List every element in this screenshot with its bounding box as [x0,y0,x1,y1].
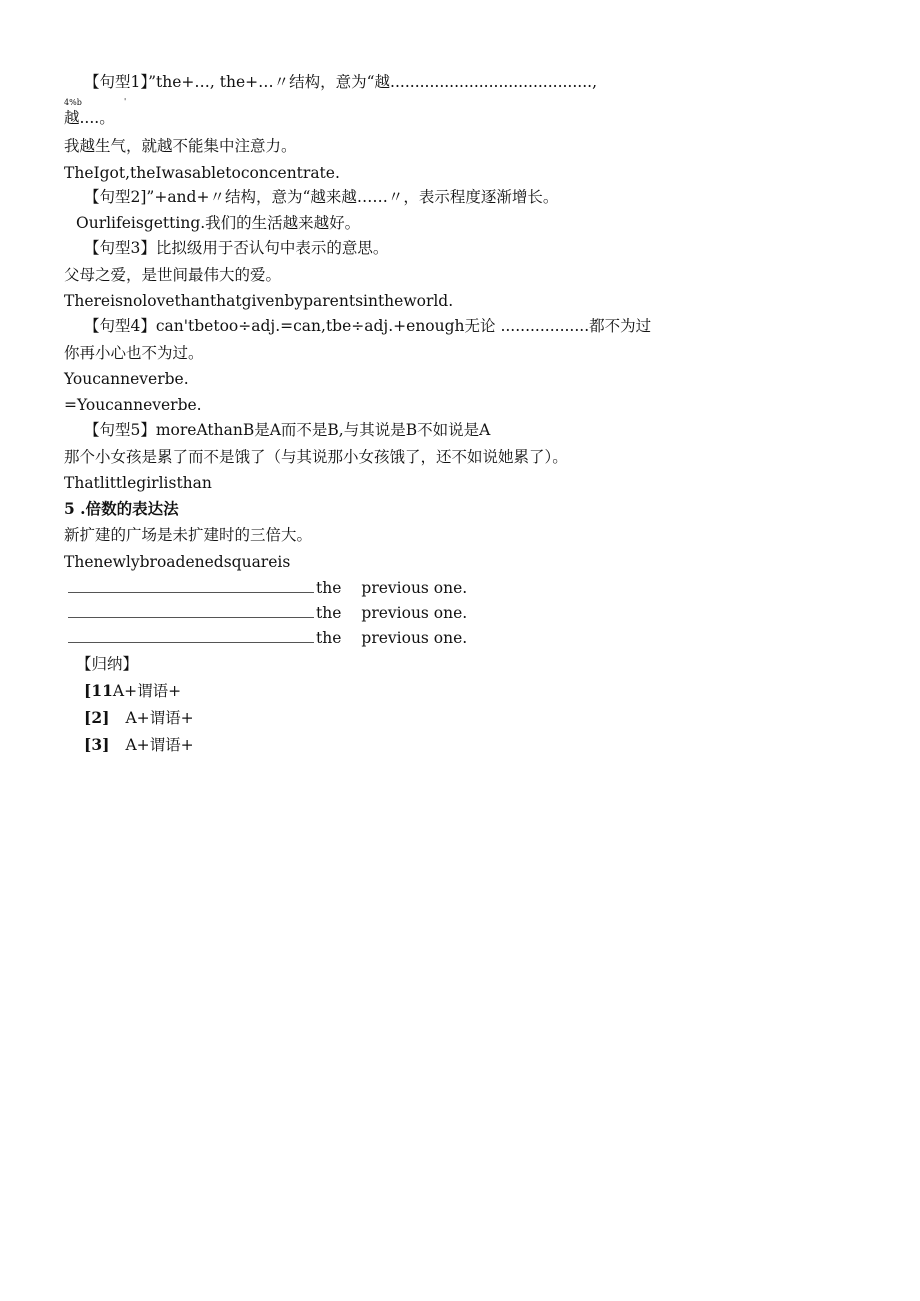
summary-title: 【归纳】 [76,655,139,673]
example-2: Ourlifeisgetting.我们的生活越来越好。 [76,214,361,232]
garbled-mark-2: ' [124,97,127,106]
blank-line-2: the previous one. [68,603,467,623]
summary-item-3: [3] A+谓语+ [84,735,194,754]
example-chinese-1: 我越生气，就越不能集中注意力。 [64,137,297,155]
pattern-4-line: 【句型4】can'tbetoo÷adj.=can,tbe÷adj.+enough无论 ..................都不为过 [84,317,652,335]
blank-line-3: the previous one. [68,628,467,648]
pattern-3-line: 【句型3】比拟级用于否认句中表示的意思。 [84,239,389,257]
answer-blank[interactable] [68,603,314,618]
pattern-1-line: 【句型1】”the+…, the+…〃结构，意为“越........................................., [84,73,597,91]
answer-blank[interactable] [68,578,314,593]
example-english-4a: Youcanneverbe. [64,370,189,388]
example-english-3: Thereisnolovethanthatgivenbyparentsintheworld. [64,292,454,310]
summary-item-2: [2] A+谓语+ [84,708,194,727]
pattern-1-continuation: 越....。 [64,109,115,127]
answer-blank[interactable] [68,628,314,643]
example-chinese-6: 新扩建的广场是未扩建时的三倍大。 [64,526,313,544]
pattern-2-line: 【句型2]”+and+〃结构，意为“越来越……〃，表示程度逐渐增长。 [84,188,559,206]
garbled-mark: 4%b [64,98,82,107]
example-chinese-5: 那个小女孩是累了而不是饿了（与其说那小女孩饿了，还不如说她累了）。 [64,448,568,466]
pattern-5-line: 【句型5】moreAthanB是A而不是B,与其说是B不如说是A [84,421,491,439]
example-chinese-4: 你再小心也不为过。 [64,344,204,362]
example-english-1: TheIgot,theIwasabletoconcentrate. [64,164,340,182]
example-english-5: Thatlittlegirlisthan [64,474,212,492]
section-5-heading: 5 .倍数的表达法 [64,499,179,518]
example-english-6: Thenewlybroadenedsquareis [64,553,291,571]
summary-item-1: [11A+谓语+ [84,681,182,700]
example-chinese-3: 父母之爱，是世间最伟大的爱。 [64,266,282,284]
blank-line-1: the previous one. [68,578,467,598]
example-english-4b: =Youcanneverbe. [64,396,202,414]
